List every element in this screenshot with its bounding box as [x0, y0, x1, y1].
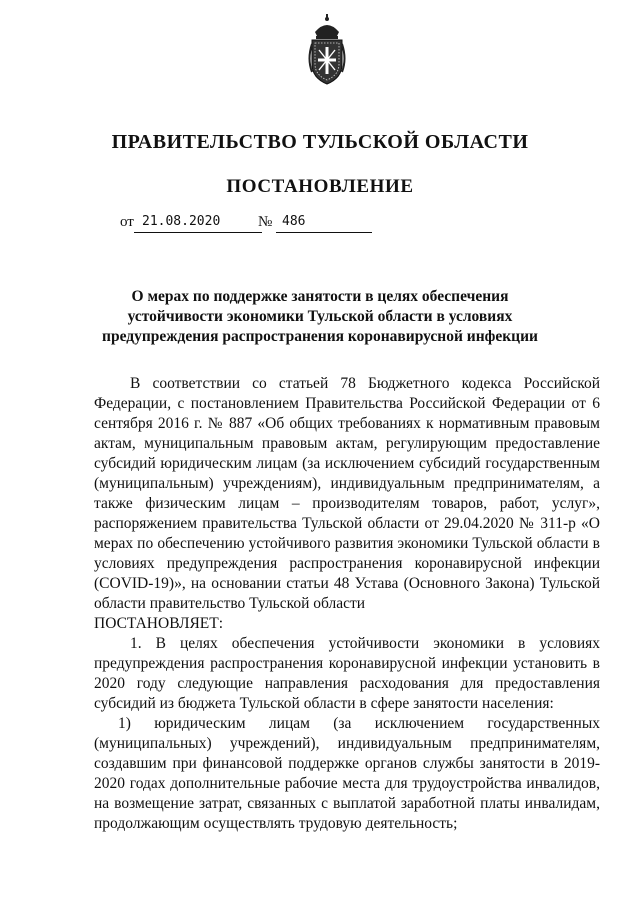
document-subject: О мерах по поддержке занятости в целях обеспечения устойчивости экономики Тульской области в условиях предупреждения распространения коронавирусной инфекции [102, 288, 538, 345]
document-body [94, 374, 600, 834]
point-1-paragraph: 1. В целях обеспечения устойчивости экономики в условиях предупреждения распространения коронавирусной инфекции установить в 2020 году следующие направления расходования для предоставления субсидий из бюджета Тульской области в сфере занятости населения: [94, 635, 600, 712]
organization-title: ПРАВИТЕЛЬСТВО ТУЛЬСКОЙ ОБЛАСТИ [111, 131, 529, 153]
number-prefix: № [258, 214, 273, 230]
subpoint-1-paragraph: 1) юридическим лицам (за исключением государственных (муниципальных) учреждений), индивидуальным предпринимателям, создавшим при финансовой поддержке органов службы занятости в 2019-2020 годах дополнительные рабочие места для трудоустройства инвалидов, на возмещение затрат, связанных с выплатой заработной платы инвалидам, продолжающим осуществлять трудовую деятельность; [94, 715, 600, 832]
document-type: ПОСТАНОВЛЕНИЕ [226, 176, 414, 197]
preamble-paragraph: В соответствии со статьей 78 Бюджетного кодекса Российской Федерации, с постановлением Правительства Российской Федерации от 6 сентября 2016 г. № 887 «Об общих требованиях к нормативным правовым актам, муниципальным правовым актам, регулирующим предоставление субсидий юридическим лицам (за исключением субсидий государственным (муниципальным) учреждениям), индивидуальным предпринимателям, а также физическим лицам – производителям товаров, работ, услуг», распоряжением правительства Тульской области от 29.04.2020 № 311-р «О мерах по обеспечению устойчивого развития экономики Тульской области в условиях предупреждения распространения коронавирусной инфекции (COVID-19)», на основании статьи 48 Устава (Основного Закона) Тульской области правительство Тульской области [94, 375, 600, 612]
date-prefix: от [120, 214, 134, 230]
decree-word: ПОСТАНОВЛЯЕТ: [94, 615, 224, 632]
tula-coat-of-arms-icon [306, 14, 348, 86]
document-number: 486 [276, 214, 372, 233]
document-date: 21.08.2020 [134, 214, 262, 233]
